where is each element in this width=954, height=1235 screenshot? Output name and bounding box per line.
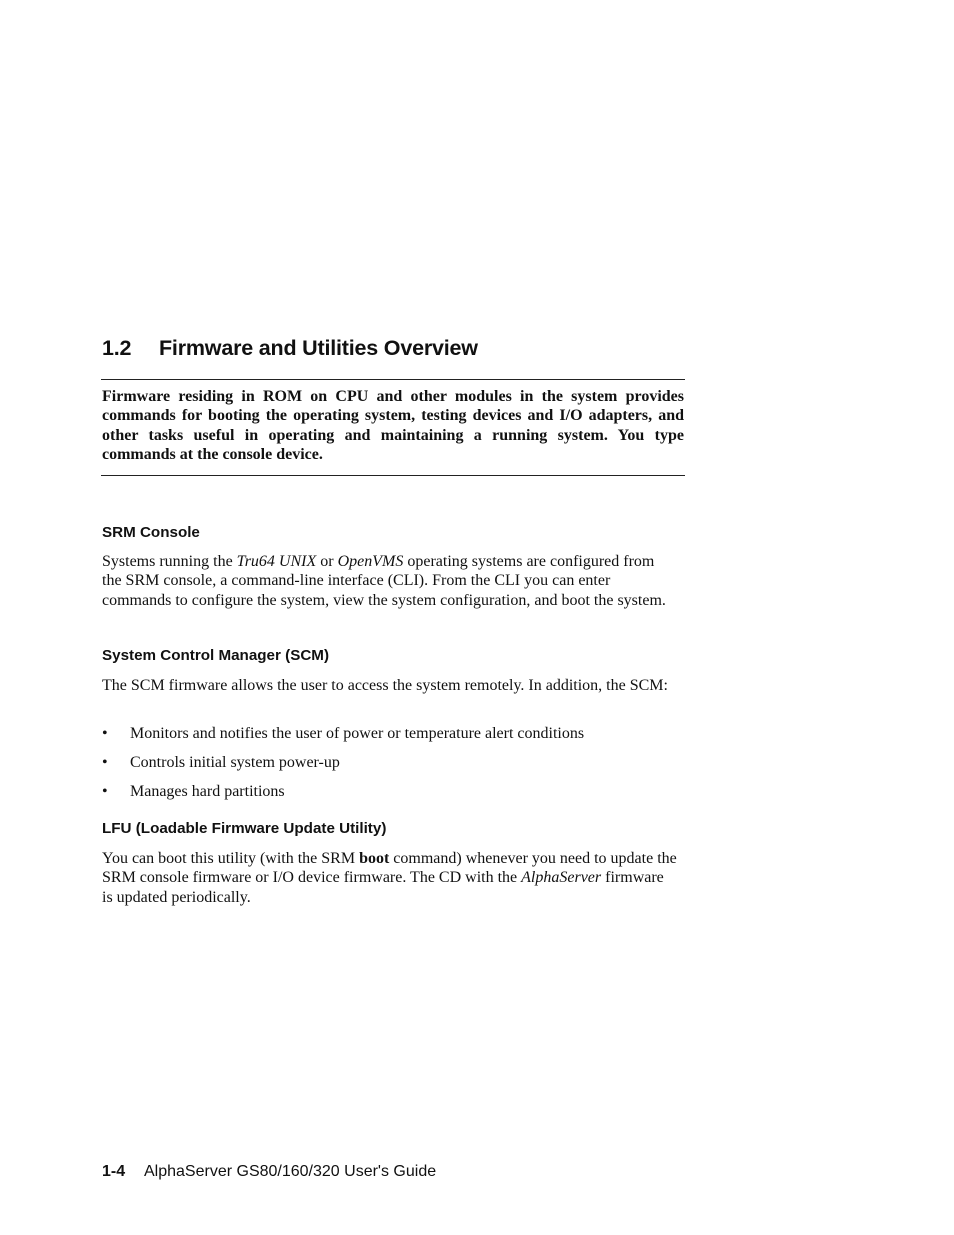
list-item-text: Monitors and notifies the user of power or temperature alert conditions xyxy=(130,725,585,742)
boot-command: boot xyxy=(359,850,390,867)
bullet-icon: • xyxy=(102,754,108,771)
openvms-term: OpenVMS xyxy=(337,553,404,570)
section-heading xyxy=(102,336,478,361)
list-item xyxy=(102,782,285,801)
alphaserver-term: AlphaServer xyxy=(521,869,602,887)
lfu-text-1: You can boot this utility (with the SRM xyxy=(102,850,360,867)
list-item-text: Manages hard partitions xyxy=(130,783,285,800)
page-footer xyxy=(102,1163,436,1181)
bullet-icon: • xyxy=(102,725,108,742)
srm-console-paragraph xyxy=(102,552,677,610)
scm-heading: System Control Manager (SCM) xyxy=(102,647,329,664)
page-number: 1-4 xyxy=(102,1163,126,1180)
tru64-unix-term: Tru64 UNIX xyxy=(236,553,317,570)
srm-text-2: or xyxy=(316,553,338,570)
lfu-paragraph xyxy=(102,849,677,907)
scm-intro-paragraph: The SCM firmware allows the user to access the system remotely. In addition, the SCM: xyxy=(102,677,668,694)
lfu-text-2: command) whenever you need to update the SRM console firmware or I/O device firmware. The CD with the xyxy=(102,850,677,887)
section-title: Firmware and Utilities Overview xyxy=(159,336,478,360)
list-item xyxy=(102,724,584,743)
top-rule xyxy=(101,379,685,380)
intro-paragraph: Firmware residing in ROM on CPU and other modules in the system provides commands for booting the operating system, testing devices and I/O adapters, and other tasks useful in operating and maintaining a running system. You type commands at the console device. xyxy=(102,388,684,463)
section-number: 1.2 xyxy=(102,336,132,360)
bullet-icon: • xyxy=(102,783,108,800)
list-item xyxy=(102,753,340,772)
lfu-text-3: firmware is updated periodically. xyxy=(102,869,664,906)
srm-text-1: Systems running the xyxy=(102,553,237,570)
footer-title: AlphaServer GS80/160/320 User's Guide xyxy=(144,1163,437,1180)
lfu-heading: LFU (Loadable Firmware Update Utility) xyxy=(102,820,387,837)
srm-text-3: operating systems are configured from the SRM console, a command-line interface (CLI). From the CLI you can enter commands to configure the system, view the system configuration, and boot the system. xyxy=(102,553,666,609)
list-item-text: Controls initial system power-up xyxy=(130,754,340,771)
srm-console-heading: SRM Console xyxy=(102,524,200,541)
bottom-rule xyxy=(101,475,685,476)
